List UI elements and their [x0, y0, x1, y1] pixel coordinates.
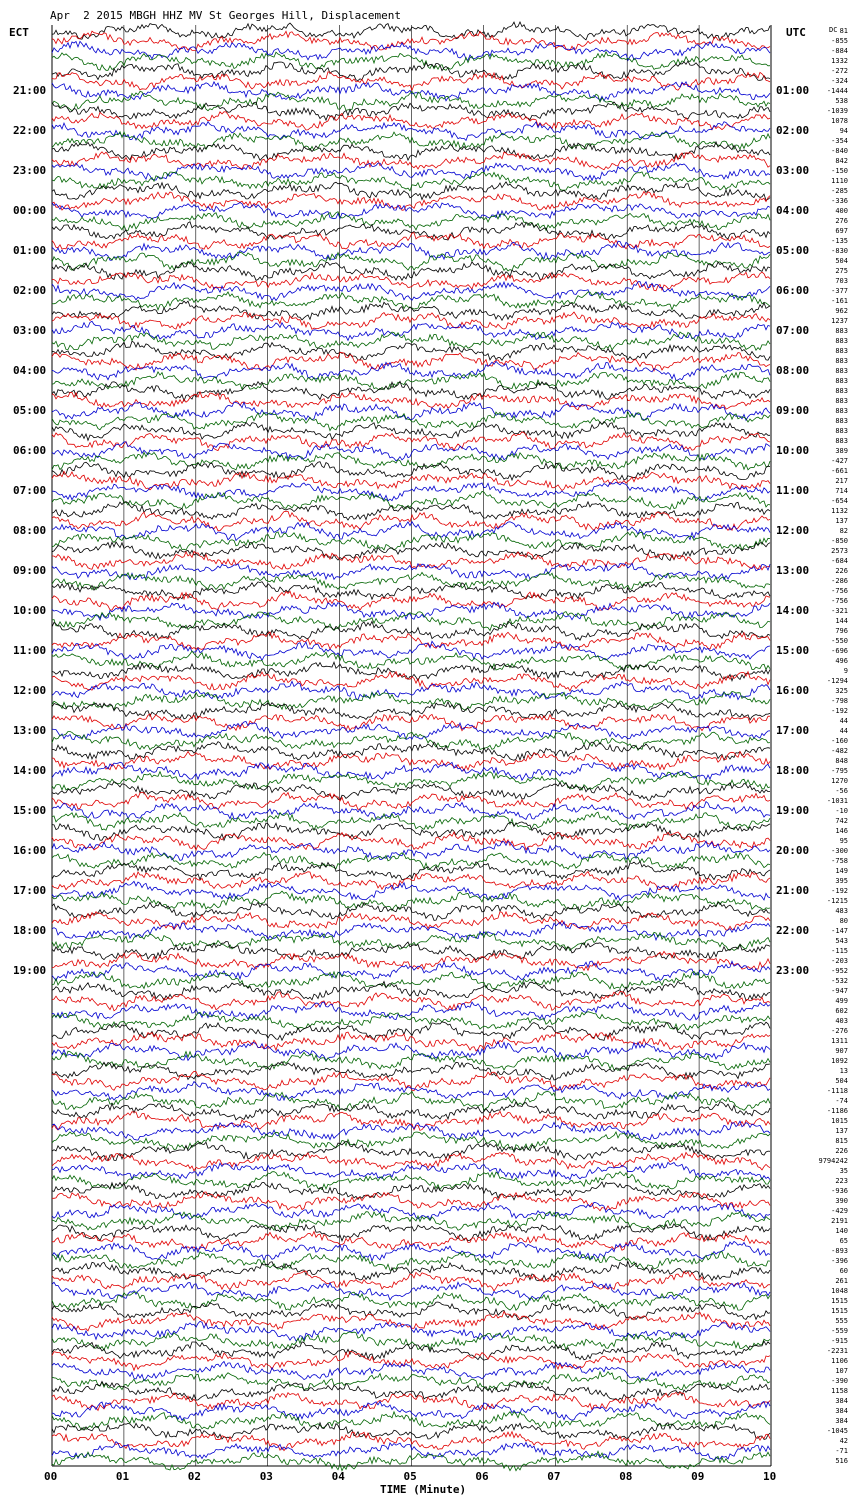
trace-row	[52, 1332, 770, 1350]
dc-offset-label: -798	[831, 697, 848, 705]
dc-offset-label: 883	[835, 347, 848, 355]
left-hour-tick: 13:00	[13, 724, 47, 737]
trace-row	[52, 132, 770, 151]
dc-offset-label: 1237	[831, 317, 848, 325]
dc-offset-label: 883	[835, 367, 848, 375]
left-axis-label: ECT	[9, 26, 29, 39]
dc-offset-label: -150	[831, 167, 848, 175]
dc-offset-label: 1048	[831, 1287, 848, 1295]
trace-row	[52, 1202, 770, 1219]
dc-offset-label: -795	[831, 767, 848, 775]
trace-row	[52, 282, 770, 301]
right-hour-tick: 22:00	[776, 924, 810, 937]
right-hour-tick: 19:00	[776, 804, 810, 817]
dc-offset-label: 962	[835, 307, 848, 315]
dc-offset-label: -884	[831, 47, 848, 55]
trace-row	[52, 471, 770, 490]
dc-offset-label: -286	[831, 577, 848, 585]
trace-row	[52, 772, 770, 790]
dc-offset-label: 275	[835, 267, 848, 275]
dc-offset-label: -758	[831, 857, 848, 865]
dc-offset-label: -160	[831, 737, 848, 745]
trace-row	[52, 432, 770, 451]
dc-offset-label: 516	[835, 1457, 848, 1465]
dc-offset-label: 400	[835, 207, 848, 215]
left-hour-tick: 06:00	[13, 444, 47, 457]
trace-row	[52, 1002, 770, 1020]
trace-row	[52, 341, 770, 360]
dc-offset-label: 883	[835, 377, 848, 385]
dc-offset-label: -855	[831, 37, 848, 45]
dc-offset-label: -936	[831, 1187, 848, 1195]
dc-offset-label: 796	[835, 627, 848, 635]
trace-row	[52, 1111, 770, 1130]
dc-offset-label: 226	[835, 1147, 848, 1155]
dc-offset-label: -684	[831, 557, 848, 565]
dc-offset-label: -1039	[826, 107, 848, 115]
dc-offset-label: 883	[835, 407, 848, 415]
left-hour-tick: 12:00	[13, 684, 47, 697]
left-hour-tick: 07:00	[13, 484, 47, 497]
trace-row	[52, 1032, 770, 1051]
dc-offset-label: 81	[839, 27, 848, 35]
dc-offset-label: 504	[835, 1077, 848, 1085]
left-hour-tick: 16:00	[13, 844, 47, 857]
dc-offset-label: -192	[831, 887, 848, 895]
dc-offset-label: -840	[831, 147, 848, 155]
trace-row	[52, 961, 770, 980]
dc-offset-label: 217	[835, 477, 848, 485]
dc-offset-label: -115	[831, 947, 848, 955]
right-hour-tick: 05:00	[776, 244, 810, 257]
dc-offset-label: -147	[831, 927, 848, 935]
dc-offset-label: 82	[839, 527, 848, 535]
trace-row	[52, 1252, 770, 1271]
trace-row	[52, 1062, 770, 1080]
dc-offset-label: -390	[831, 1377, 848, 1385]
dc-offset-label: 384	[835, 1397, 848, 1405]
dc-offset-label: -661	[831, 467, 848, 475]
dc-offset-label: -285	[831, 187, 848, 195]
dc-offset-label: -10	[835, 807, 848, 815]
dc-offset-label: 1078	[831, 117, 848, 125]
trace-row	[52, 951, 770, 970]
dc-offset-label: -850	[831, 537, 848, 545]
left-hour-tick: 01:00	[13, 244, 47, 257]
dc-offset-label: -559	[831, 1327, 848, 1335]
x-tick-label: 07	[547, 1470, 561, 1483]
dc-offset-label: 1158	[831, 1387, 848, 1395]
dc-offset-label: 1092	[831, 1057, 848, 1065]
trace-row	[52, 1152, 770, 1171]
dc-offset-label: 883	[835, 327, 848, 335]
right-hour-tick: 04:00	[776, 204, 810, 217]
trace-row	[52, 672, 770, 691]
dc-offset-label: 883	[835, 437, 848, 445]
dc-offset-label: 403	[835, 1017, 848, 1025]
trace-row	[52, 212, 770, 231]
right-hour-tick: 09:00	[776, 404, 810, 417]
trace-row	[52, 92, 770, 111]
dc-offset-label: -893	[831, 1247, 848, 1255]
dc-offset-label: -1294	[826, 677, 848, 685]
dc-offset-label: 1332	[831, 57, 848, 65]
trace-row	[52, 1292, 770, 1310]
trace-row	[52, 902, 770, 920]
dc-offset-label: 883	[835, 357, 848, 365]
right-hour-tick: 12:00	[776, 524, 810, 537]
x-tick-label: 06	[475, 1470, 489, 1483]
trace-row	[52, 602, 770, 620]
dc-offset-label: -550	[831, 637, 848, 645]
dc-offset-label: 496	[835, 657, 848, 665]
trace-row	[52, 1423, 770, 1440]
trace-row	[52, 1042, 770, 1061]
dc-offset-label: 1515	[831, 1307, 848, 1315]
dc-offset-label: 80	[839, 917, 848, 925]
dc-offset-label: 697	[835, 227, 848, 235]
dc-offset-label: -203	[831, 957, 848, 965]
dc-offset-label: 1106	[831, 1357, 848, 1365]
trace-row	[52, 1451, 770, 1471]
trace-row	[52, 651, 770, 670]
trace-row	[52, 491, 770, 509]
dc-offset-label: -429	[831, 1207, 848, 1215]
dc-offset-label: 149	[835, 867, 848, 875]
x-axis-label: TIME (Minute)	[380, 1483, 467, 1496]
dc-offset-label: 13	[839, 1067, 848, 1075]
dc-offset-label: -321	[831, 607, 848, 615]
dc-offset-label: -756	[831, 597, 848, 605]
trace-row	[52, 381, 770, 401]
right-hour-tick: 13:00	[776, 564, 810, 577]
dc-offset-label: 325	[835, 687, 848, 695]
dc-offset-label: -1186	[826, 1107, 848, 1115]
dc-offset-label: 390	[835, 1197, 848, 1205]
dc-offset-label: 555	[835, 1317, 848, 1325]
right-hour-tick: 08:00	[776, 364, 810, 377]
dc-offset-label: -2231	[826, 1347, 848, 1355]
dc-offset-label: -135	[831, 237, 848, 245]
dc-offset-label: -947	[831, 987, 848, 995]
trace-row	[52, 482, 770, 501]
dc-offset-label: 742	[835, 817, 848, 825]
right-axis-label: UTC	[786, 26, 806, 39]
dc-offset-label: -396	[831, 1257, 848, 1265]
trace-row	[52, 412, 770, 431]
x-tick-label: 05	[403, 1470, 417, 1483]
dc-offset-label: -427	[831, 457, 848, 465]
trace-row	[52, 372, 770, 390]
dc-offset-label: -482	[831, 747, 848, 755]
trace-row	[52, 1302, 770, 1320]
dc-offset-label: -532	[831, 977, 848, 985]
dc-offset-label: 137	[835, 517, 848, 525]
trace-row	[52, 233, 770, 250]
right-hour-tick: 03:00	[776, 164, 810, 177]
trace-row	[52, 1321, 770, 1341]
trace-row	[52, 292, 770, 310]
dc-offset-label: -696	[831, 647, 848, 655]
trace-row	[52, 572, 770, 590]
dc-offset-label: 883	[835, 417, 848, 425]
dc-offset-label: 1015	[831, 1117, 848, 1125]
right-hour-tick: 06:00	[776, 284, 810, 297]
dc-offset-label: 1311	[831, 1037, 848, 1045]
trace-row	[52, 532, 770, 551]
dc-offset-label: -324	[831, 77, 848, 85]
dc-offset-label: -377	[831, 287, 848, 295]
x-tick-label: 09	[691, 1470, 705, 1483]
trace-row	[52, 321, 770, 340]
trace-row	[52, 742, 770, 761]
trace-row	[52, 361, 770, 380]
dc-offset-label: -336	[831, 197, 848, 205]
x-tick-label: 00	[44, 1470, 58, 1483]
dc-offset-label: 504	[835, 257, 848, 265]
right-hour-tick: 10:00	[776, 444, 810, 457]
trace-row	[52, 1012, 770, 1030]
dc-offset-label: 1110	[831, 177, 848, 185]
dc-offset-label: 44	[839, 727, 848, 735]
dc-offset-label: -1031	[826, 797, 848, 805]
right-hour-tick: 21:00	[776, 884, 810, 897]
trace-row	[52, 852, 770, 869]
dc-offset-label: 815	[835, 1137, 848, 1145]
trace-row	[52, 422, 770, 441]
dc-offset-label: 44	[839, 717, 848, 725]
trace-row	[52, 641, 770, 660]
left-hour-tick: 19:00	[13, 964, 47, 977]
dc-offset-label: -56	[835, 787, 848, 795]
trace-row	[52, 971, 770, 988]
left-hour-tick: 18:00	[13, 924, 47, 937]
left-hour-tick: 22:00	[13, 124, 47, 137]
dc-offset-label: -354	[831, 137, 848, 145]
dc-offset-label: 883	[835, 427, 848, 435]
trace-row	[52, 301, 770, 320]
trace-row	[52, 22, 770, 41]
right-hour-tick: 15:00	[776, 644, 810, 657]
trace-row	[52, 1412, 770, 1430]
dc-offset-label: 1270	[831, 777, 848, 785]
dc-offset-label: -952	[831, 967, 848, 975]
trace-row	[52, 392, 770, 410]
trace-row	[52, 1224, 770, 1241]
x-tick-label: 08	[619, 1470, 633, 1483]
dc-offset-label: -192	[831, 707, 848, 715]
left-hour-tick: 03:00	[13, 324, 47, 337]
dc-offset-label: 261	[835, 1277, 848, 1285]
dc-offset-label: 543	[835, 937, 848, 945]
dc-offset-label: 42	[839, 1437, 848, 1445]
dc-offset-label: -756	[831, 587, 848, 595]
dc-offset-label: 1515	[831, 1297, 848, 1305]
dc-offset-label: 276	[835, 217, 848, 225]
x-tick-label: 03	[259, 1470, 273, 1483]
dc-offset-label: 483	[835, 907, 848, 915]
left-hour-tick: 17:00	[13, 884, 47, 897]
left-hour-tick: 21:00	[13, 84, 47, 97]
left-hour-tick: 00:00	[13, 204, 47, 217]
dc-offset-label: 703	[835, 277, 848, 285]
dc-offset-label: 9	[843, 667, 848, 675]
left-hour-tick: 11:00	[13, 644, 47, 657]
dc-offset-label: 907	[835, 1047, 848, 1055]
left-hour-tick: 10:00	[13, 604, 47, 617]
dc-offset-label: 883	[835, 387, 848, 395]
dc-offset-label: 95	[839, 837, 848, 845]
right-hour-tick: 18:00	[776, 764, 810, 777]
trace-row	[52, 932, 770, 951]
left-hour-tick: 09:00	[13, 564, 47, 577]
left-hour-tick: 05:00	[13, 404, 47, 417]
dc-offset-label: 395	[835, 877, 848, 885]
dc-offset-label: 2191	[831, 1217, 848, 1225]
trace-row	[52, 252, 770, 271]
right-hour-tick: 23:00	[776, 964, 810, 977]
right-hour-tick: 02:00	[776, 124, 810, 137]
dc-offset-label: 538	[835, 97, 848, 105]
dc-offset-label: 384	[835, 1417, 848, 1425]
dc-offset-label: -654	[831, 497, 848, 505]
trace-row	[52, 102, 770, 120]
dc-offset-label: -272	[831, 67, 848, 75]
dc-offset-label: -1444	[826, 87, 848, 95]
trace-row	[52, 152, 770, 170]
trace-row	[52, 872, 770, 891]
trace-row	[52, 122, 770, 141]
trace-row	[52, 1232, 770, 1251]
x-tick-label: 01	[115, 1470, 130, 1483]
dc-offset-label: 140	[835, 1227, 848, 1235]
right-hour-tick: 01:00	[776, 84, 810, 97]
trace-row	[52, 1401, 770, 1420]
dc-offset-label: -300	[831, 847, 848, 855]
left-hour-tick: 14:00	[13, 764, 47, 777]
right-hour-tick: 14:00	[776, 604, 810, 617]
dc-offset-label: -276	[831, 1027, 848, 1035]
left-hour-tick: 15:00	[13, 804, 47, 817]
trace-row	[52, 112, 770, 130]
dc-offset-label: 137	[835, 1127, 848, 1135]
dc-offset-label: 223	[835, 1177, 848, 1185]
dc-offset-label: 2573	[831, 547, 848, 555]
dc-offset-label: 842	[835, 157, 848, 165]
chart-title: Apr 2 2015 MBGH HHZ MV St Georges Hill, Displacement	[50, 9, 401, 22]
trace-row	[52, 1182, 770, 1200]
trace-row	[52, 714, 770, 731]
dc-header: DC	[829, 26, 838, 34]
right-hour-tick: 20:00	[776, 844, 810, 857]
dc-offset-label: 226	[835, 567, 848, 575]
dc-offset-label: 9794242	[818, 1157, 848, 1165]
trace-row	[52, 163, 770, 180]
dc-offset-label: 107	[835, 1367, 848, 1375]
left-hour-tick: 23:00	[13, 164, 47, 177]
trace-row	[52, 1361, 770, 1380]
dc-offset-label: 60	[839, 1267, 848, 1275]
dc-offset-label: -1045	[826, 1427, 848, 1435]
trace-row	[52, 891, 770, 910]
trace-row	[52, 822, 770, 840]
dc-offset-label: 144	[835, 617, 848, 625]
dc-offset-label: 65	[839, 1237, 848, 1245]
dc-offset-label: 499	[835, 997, 848, 1005]
dc-offset-label: 94	[839, 127, 848, 135]
dc-offset-label: 389	[835, 447, 848, 455]
dc-offset-label: 146	[835, 827, 848, 835]
trace-row	[52, 41, 770, 60]
trace-row	[52, 203, 770, 219]
x-tick-label: 02	[187, 1470, 202, 1483]
trace-row	[52, 722, 770, 740]
trace-row	[52, 332, 770, 350]
dc-offset-label: 1132	[831, 507, 848, 515]
left-hour-tick: 08:00	[13, 524, 47, 537]
trace-row	[52, 82, 770, 101]
dc-offset-label: -71	[835, 1447, 848, 1455]
trace-row	[52, 1082, 770, 1101]
right-hour-tick: 07:00	[776, 324, 810, 337]
trace-row	[52, 1341, 770, 1360]
trace-row	[52, 1282, 770, 1300]
x-tick-label: 10	[763, 1470, 777, 1483]
trace-row	[52, 841, 770, 860]
right-hour-tick: 16:00	[776, 684, 810, 697]
trace-row	[52, 812, 770, 830]
dc-offset-label: 35	[839, 1167, 848, 1175]
dc-offset-label: 883	[835, 337, 848, 345]
dc-offset-label: 848	[835, 757, 848, 765]
dc-offset-label: 883	[835, 397, 848, 405]
trace-row	[52, 1271, 770, 1291]
trace-row	[52, 61, 770, 81]
dc-offset-label: 384	[835, 1407, 848, 1415]
trace-row	[52, 612, 770, 631]
trace-row	[52, 542, 770, 561]
dc-offset-label: -74	[835, 1097, 848, 1105]
dc-offset-label: -915	[831, 1337, 848, 1345]
left-hour-tick: 02:00	[13, 284, 47, 297]
dc-offset-label: -1118	[826, 1087, 848, 1095]
trace-row	[52, 861, 770, 880]
dc-offset-label: -1215	[826, 897, 848, 905]
trace-row	[52, 192, 770, 211]
dc-offset-label: 602	[835, 1007, 848, 1015]
left-hour-tick: 04:00	[13, 364, 47, 377]
x-tick-label: 04	[331, 1470, 345, 1483]
dc-offset-label: 714	[835, 487, 848, 495]
trace-row	[52, 241, 770, 260]
dc-offset-label: -830	[831, 247, 848, 255]
right-hour-tick: 11:00	[776, 484, 810, 497]
right-hour-tick: 17:00	[776, 724, 810, 737]
dc-offset-label: -161	[831, 297, 848, 305]
